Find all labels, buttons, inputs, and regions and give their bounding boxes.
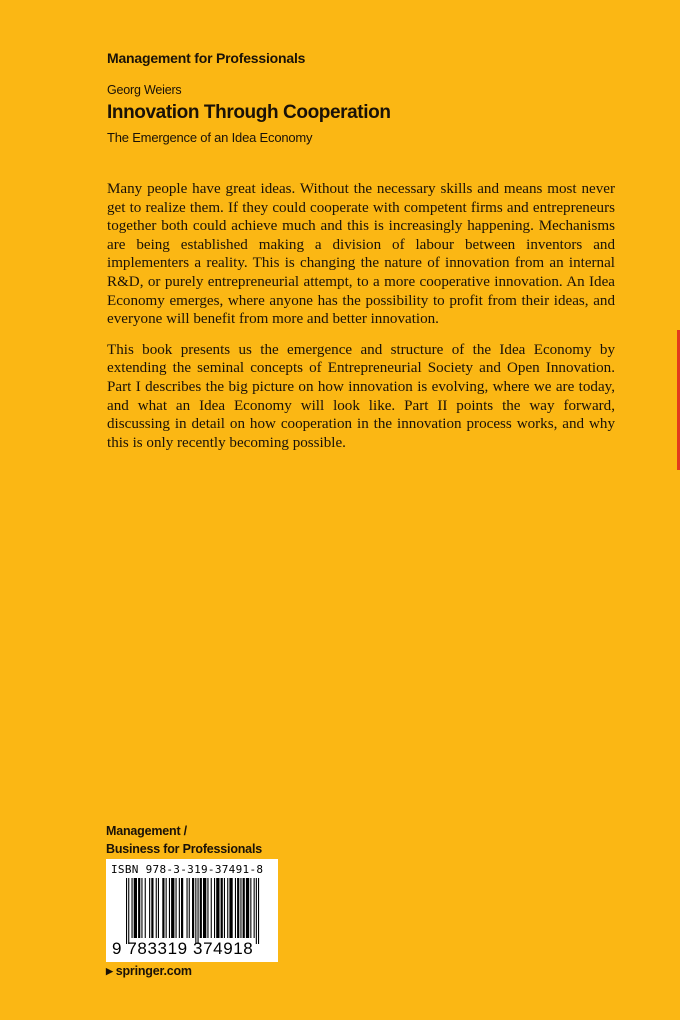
barcode-bar (158, 878, 159, 938)
barcode-bar (254, 878, 255, 938)
barcode-bar (169, 878, 170, 938)
barcode-bar (229, 878, 232, 938)
barcode-bar (221, 878, 223, 938)
barcode-bar (258, 878, 259, 944)
series-title: Management for Professionals (107, 50, 306, 66)
barcode-bar (162, 878, 164, 938)
barcode-bar (216, 878, 219, 938)
author-name: Georg Weiers (107, 83, 182, 97)
barcode-bar (176, 878, 177, 938)
publisher-url: springer.com (115, 964, 192, 978)
blurb-paragraph-1: Many people have great ideas. Without the necessary skills and means most never get to realize them. If they could cooperate with competent firms and entrepreneurs together both could achieve much and this is increasingly happening. Mechanisms are being established making a division of labour between inventors and implementers a reality. This is changing the nature of innovation from an internal R&D, or purely entrepreneurial attempt, to a more cooperative innovation. An Idea Economy emerges, where anyone has the possibility to profit from their ideas, and everyone will benefit from more and better innovation. (107, 181, 615, 328)
triangle-right-icon: ▶ (106, 965, 113, 976)
barcode-bar (181, 878, 183, 938)
subject-category (106, 822, 262, 858)
barcode-bar (200, 878, 202, 938)
barcode-bar (187, 878, 188, 938)
book-subtitle: The Emergence of an Idea Economy (107, 130, 313, 145)
barcode-bar (192, 878, 194, 938)
barcode-bar (256, 878, 257, 944)
barcode-bar (198, 878, 199, 944)
barcode-bar (207, 878, 208, 938)
barcode-bar (128, 878, 129, 944)
barcode-bar (151, 878, 153, 938)
barcode-bar (132, 878, 133, 938)
category-line-2: Business for Professionals (106, 842, 262, 856)
ean-digits: 9 783319 374918 (112, 939, 254, 958)
category-line-1: Management / (106, 824, 187, 838)
barcode-bar (156, 878, 157, 938)
barcode-bar (141, 878, 142, 938)
barcode-bar (145, 878, 146, 938)
barcode-bar (138, 878, 140, 938)
barcode-bar (189, 878, 190, 938)
barcode-bar (235, 878, 236, 938)
barcode-bar (126, 878, 127, 944)
barcode-bar (211, 878, 212, 938)
back-cover-blurb (107, 180, 615, 464)
barcode-bar (214, 878, 215, 938)
barcode-bar (240, 878, 241, 938)
isbn-barcode (106, 859, 278, 962)
blurb-paragraph-2: This book presents us the emergence and structure of the Idea Economy by extending the seminal concepts of Entrepreneurial Society and Open Innovation. Part I describes the big picture on how innovation is evolving, where we are today, and what an Idea Economy will look like. Part II points the way forward, discussing in detail on how cooperation in the innovation process works, and why this is only recently becoming possible. (107, 341, 615, 451)
barcode-bar (237, 878, 239, 938)
book-title: Innovation Through Cooperation (107, 102, 391, 123)
barcode-bar (149, 878, 150, 938)
barcode-bar (203, 878, 206, 938)
publisher-link[interactable] (106, 964, 192, 978)
barcode-bar (246, 878, 249, 938)
barcode-bar (195, 878, 196, 944)
barcode-bar (166, 878, 167, 938)
barcode-bar (227, 878, 228, 938)
barcode-bar (171, 878, 174, 938)
barcode-bar (179, 878, 180, 938)
barcode-bar (250, 878, 251, 938)
barcode-bar (134, 878, 137, 938)
isbn-label: ISBN 978-3-319-37491-8 (111, 863, 264, 876)
barcode-bar (224, 878, 225, 938)
barcode-bar (243, 878, 245, 938)
